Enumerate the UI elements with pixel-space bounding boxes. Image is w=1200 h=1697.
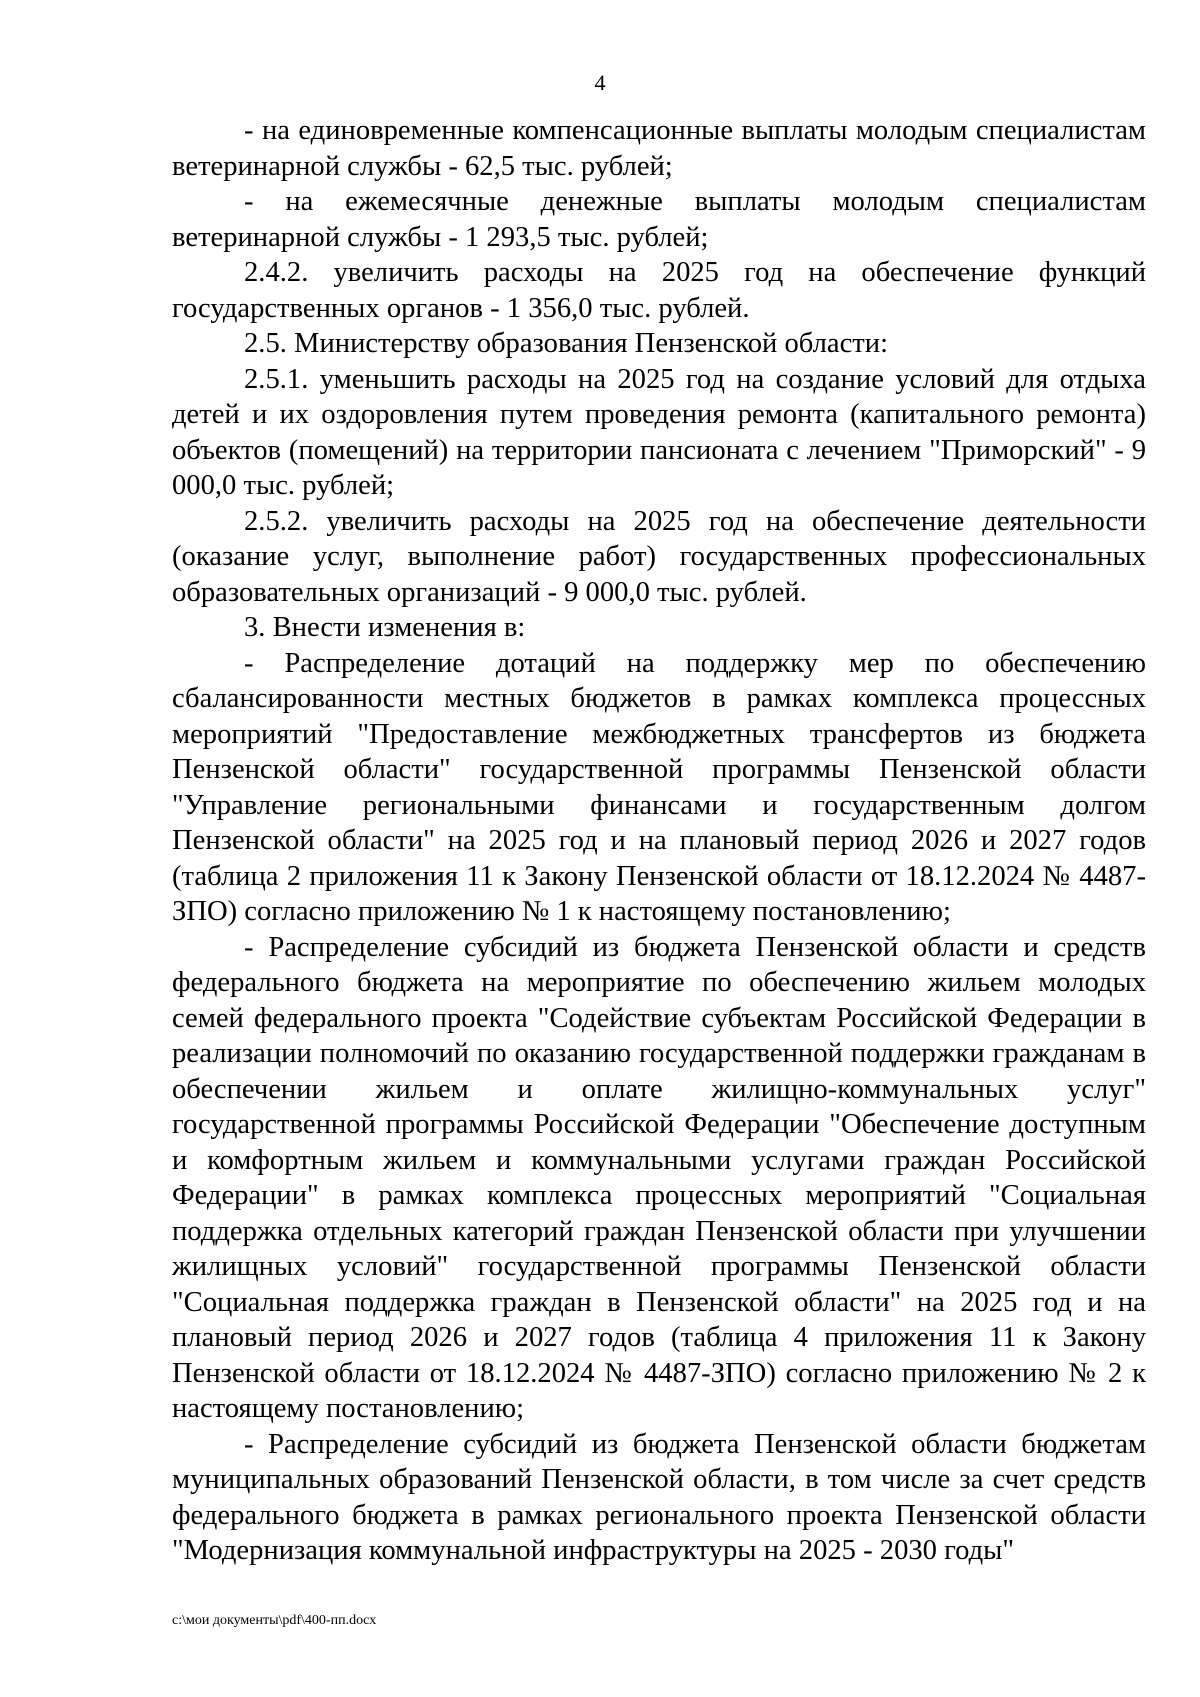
paragraph: 3. Внести изменения в: <box>244 612 526 643</box>
paragraph: 2.5.2. увеличить расходы на 2025 год на обеспечение деятельности (оказание услуг, выполнение работ) государственных профессиональных образовательных организаций - 9 000,0 тыс. рублей. <box>172 505 1146 608</box>
paragraph: - Распределение субсидий из бюджета Пензенской области и средств федерального бюджета на мероприятие по обеспечению жильем молодых семей федерального проекта "Содействие субъектам Российской Федерации в реализации полномочий по оказанию государственной поддержки гражданам в обеспечении жильем и оплате жилищно-коммунальных услуг" государственной программы Российской Федерации "Обеспечение доступным и комфортным жильем и коммунальными услугами граждан Российской Федерации" в рамках комплекса процессных мероприятий "Социальная поддержка отдельных категорий граждан Пензенской области при улучшении жилищных условий" государственной программы Пензенской области "Социальная поддержка граждан в Пензенской области" на 2025 год и на плановый период 2026 и 2027 годов (таблица 4 приложения 11 к Закону Пензенской области от 18.12.2024 № 4487-ЗПО) согласно приложению № 2 к настоящему постановлению; <box>172 931 1146 1424</box>
document-body <box>172 113 1146 1569</box>
paragraph: - на ежемесячные денежные выплаты молодым специалистам ветеринарной службы - 1 293,5 тыс. рублей; <box>172 186 1146 253</box>
footer-file-path: c:\мои документы\pdf\400-пп.docx <box>172 1613 377 1628</box>
page-number: 4 <box>594 70 606 95</box>
paragraph: - Распределение дотаций на поддержку мер по обеспечению сбалансированности местных бюджетов в рамках комплекса процессных мероприятий "Предоставление межбюджетных трансфертов из бюджета Пензенской области" государственной программы Пензенской области "Управление региональными финансами и государственным долгом Пензенской области" на 2025 год и на плановый период 2026 и 2027 годов (таблица 2 приложения 11 к Закону Пензенской области от 18.12.2024 № 4487-ЗПО) согласно приложению № 1 к настоящему постановлению; <box>172 647 1146 927</box>
paragraph: - Распределение субсидий из бюджета Пензенской области бюджетам муниципальных образований Пензенской области, в том числе за счет средств федерального бюджета в рамках регионального проекта Пензенской области "Модернизация коммунальной инфраструктуры на 2025 - 2030 годы" <box>172 1428 1146 1566</box>
paragraph: 2.5. Министерству образования Пензенской области: <box>244 328 889 359</box>
paragraph: - на единовременные компенсационные выплаты молодым специалистам ветеринарной службы - 62,5 тыс. рублей; <box>172 115 1146 182</box>
paragraph: 2.5.1. уменьшить расходы на 2025 год на создание условий для отдыха детей и их оздоровления путем проведения ремонта (капитального ремонта) объектов (помещений) на территории пансионата с лечением "Приморский" - 9 000,0 тыс. рублей; <box>172 363 1146 501</box>
paragraph: 2.4.2. увеличить расходы на 2025 год на обеспечение функций государственных органов - 1 356,0 тыс. рублей. <box>172 257 1146 324</box>
